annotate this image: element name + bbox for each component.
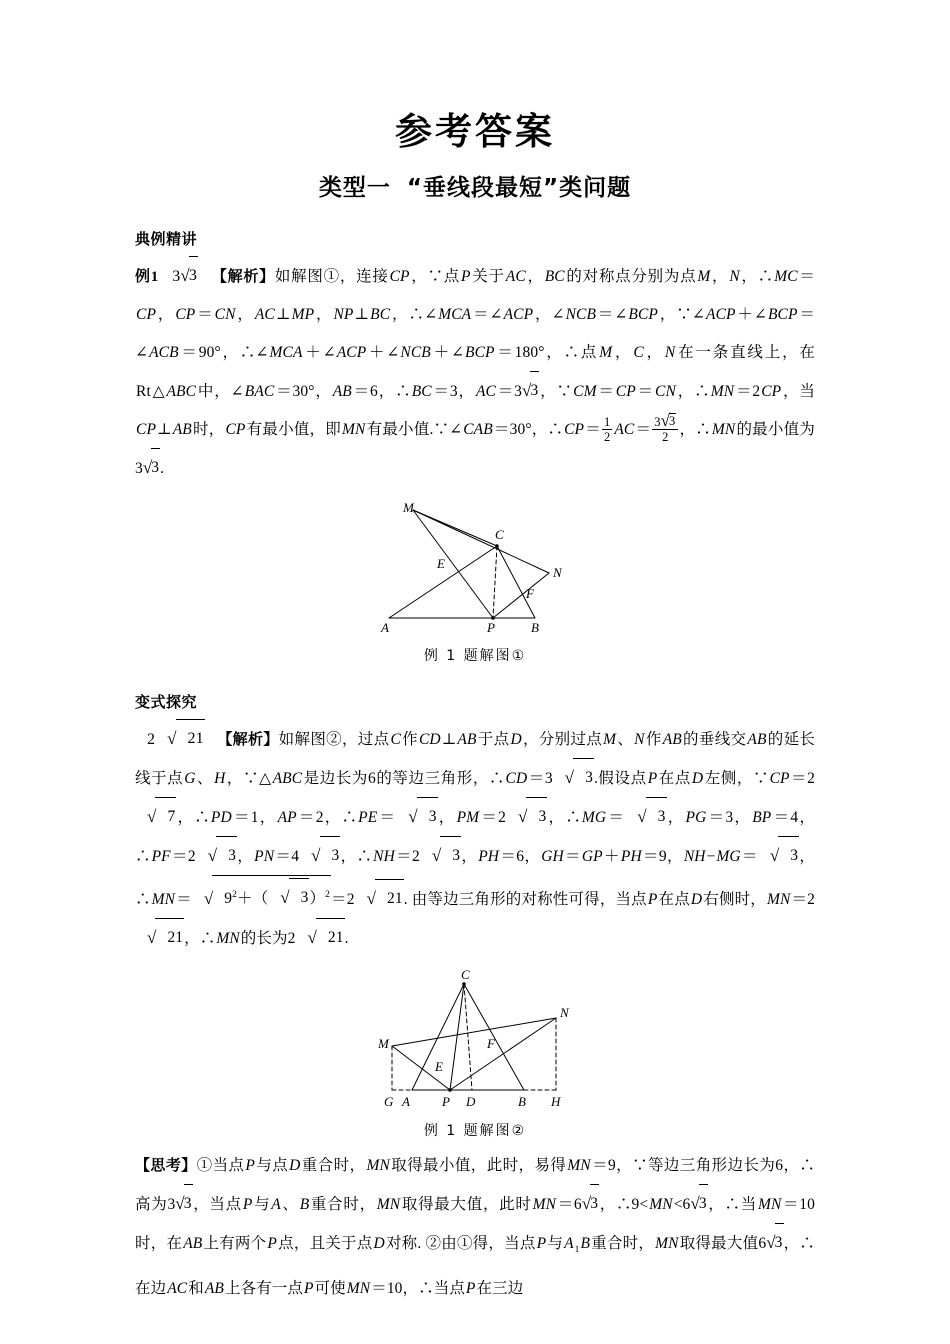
- segment-MP: [413, 510, 493, 618]
- type-heading: [135, 153, 815, 203]
- analysis-label-2: 【解析】: [217, 730, 279, 749]
- figure1-diagram: [375, 498, 575, 643]
- figure2-block: [135, 958, 815, 1140]
- type-heading-label: 类型一: [318, 174, 391, 201]
- figure2-labels: [377, 968, 570, 1109]
- figure1-label-N: N: [553, 565, 562, 581]
- figure2-label-N: N: [559, 1005, 569, 1021]
- figure2-label-B: B: [517, 1094, 526, 1110]
- figure1-label-M: M: [403, 500, 414, 516]
- point-C-dot: [462, 983, 466, 987]
- section-heading-biaoshi: 变式探究: [135, 693, 198, 712]
- segment-MN: [413, 510, 549, 573]
- segment-PN: [450, 1018, 556, 1090]
- segment-MN: [392, 1018, 556, 1046]
- figure2-label-G: G: [383, 1094, 393, 1110]
- segment-MC: [413, 510, 497, 546]
- example1-marker: 例1: [135, 267, 159, 286]
- segment-AC: [412, 984, 464, 1090]
- figure1-labels: [380, 500, 563, 635]
- thinking-body: ①当点P与点D重合时，MN取得最小值，此时，易得MN＝9，∵等边三角形边长为6，∴高为3√3，当点P与A、B重合时，MN取得最大值，此时MN＝6√3，∴9<MN<6√3，∴当MN＝10时，在AB上有两个P点，且关于点D对称. ②由①得，当点P与$A_1B$重合时，MN取得最大值6√3，∴在边AC和AB上各有一点P可使MN＝10，∴当点P在三边: [135, 1157, 815, 1297]
- figure1-label-E: E: [437, 556, 445, 572]
- figure2-label-E: E: [434, 1059, 443, 1075]
- figure2-label-D: D: [465, 1094, 475, 1110]
- figure2-diagram: [368, 968, 583, 1118]
- figure1-label-F: F: [526, 586, 534, 602]
- section-heading-dianli: 典例精讲: [135, 230, 198, 249]
- segment-CP: [450, 984, 464, 1090]
- figure2-label-C: C: [460, 968, 470, 983]
- page-title: 参考答案: [395, 110, 555, 153]
- thinking-paragraph: [135, 1140, 815, 1307]
- type-heading-topic: “垂线段最短”类问题: [406, 174, 632, 201]
- figure2-strokes: [392, 984, 556, 1090]
- variant-paragraph: [135, 714, 815, 958]
- figure2-label-P: P: [441, 1094, 450, 1110]
- figure1-block: [135, 488, 815, 665]
- figure2-label-F: F: [486, 1036, 495, 1052]
- figure1-label-B: B: [531, 620, 539, 636]
- figure1-label-C: C: [495, 527, 504, 543]
- point-P-dot: [448, 1089, 452, 1093]
- figure1-caption: 例 1 题解图①: [423, 648, 527, 665]
- segment-CD-dashed: [464, 984, 472, 1090]
- figure1-label-P: P: [487, 620, 495, 636]
- segment-CP-dashed: [493, 546, 497, 618]
- figure1-strokes: [389, 510, 549, 618]
- figure2-caption: 例 1 题解图②: [423, 1123, 527, 1140]
- segment-PN: [493, 573, 549, 618]
- analysis-label-1: 【解析】: [211, 267, 275, 286]
- thinking-label: 【思考】: [135, 1156, 197, 1175]
- figure2-label-A: A: [401, 1094, 410, 1110]
- figure2-label-H: H: [550, 1094, 560, 1110]
- segment-CB: [497, 546, 535, 618]
- figure1-label-A: A: [381, 620, 389, 636]
- variant-answer: 2 √ 21: [147, 731, 205, 748]
- variant-body: 如解图②，过点C作CD⊥AB于点D，分别过点M、N作AB的垂线交AB的延长线于点G、H，∵△ABC是边长为6的等边三角形，∴CD＝3 √ 3.假设点P在点D左侧，∵CP＝2√ 7，∴PD＝1，AP＝2，∴PE＝ √ 3，PM＝2 √ 3，∴MG＝ √ 3，PG＝3，BP＝4，∴PF＝2 √ 3，PN＝4 √ 3，∴NH＝2 √ 3，PH＝6，GH＝GP＋PH＝9，NH−MG＝ √ 3，∴MN＝ √ $9^2+$（ √ 3）$^2$＝2 √ 21. 由等边三角形的对称性可得，当点P在点D右侧时，MN＝2√ 21，∴MN的长为2 √ 21.: [135, 731, 815, 947]
- point-C-dot: [495, 544, 499, 548]
- example1-answer: 3√3: [172, 268, 198, 285]
- figure2-label-M: M: [377, 1036, 389, 1052]
- example1-body: 如解图①，连接CP，∵点P关于AC，BC的对称点分别为点M，N，∴MC＝CP，CP＝CN，AC⊥MP，NP⊥BC，∴∠MCA＝∠ACP，∠NCB＝∠BCP，∵∠ACP＋∠BCP＝∠ACB＝90°，∴∠MCA＋∠ACP＋∠NCB＋∠BCP＝180°，∴点M，C，N在一条直线上，在Rt△ABC中，∠BAC＝30°，AB＝6，∴BC＝3，AC＝3√3，∵CM＝CP＝CN，∴MN＝2CP，当CP⊥AB时，CP有最小值，即MN有最小值.∵∠CAB＝30°，∴CP＝ $\frac{1}{2}$ AC＝ $\frac{3√3}{2}$ ，∴MN的最小值为3√3.: [135, 268, 815, 477]
- example1-paragraph: [135, 251, 815, 488]
